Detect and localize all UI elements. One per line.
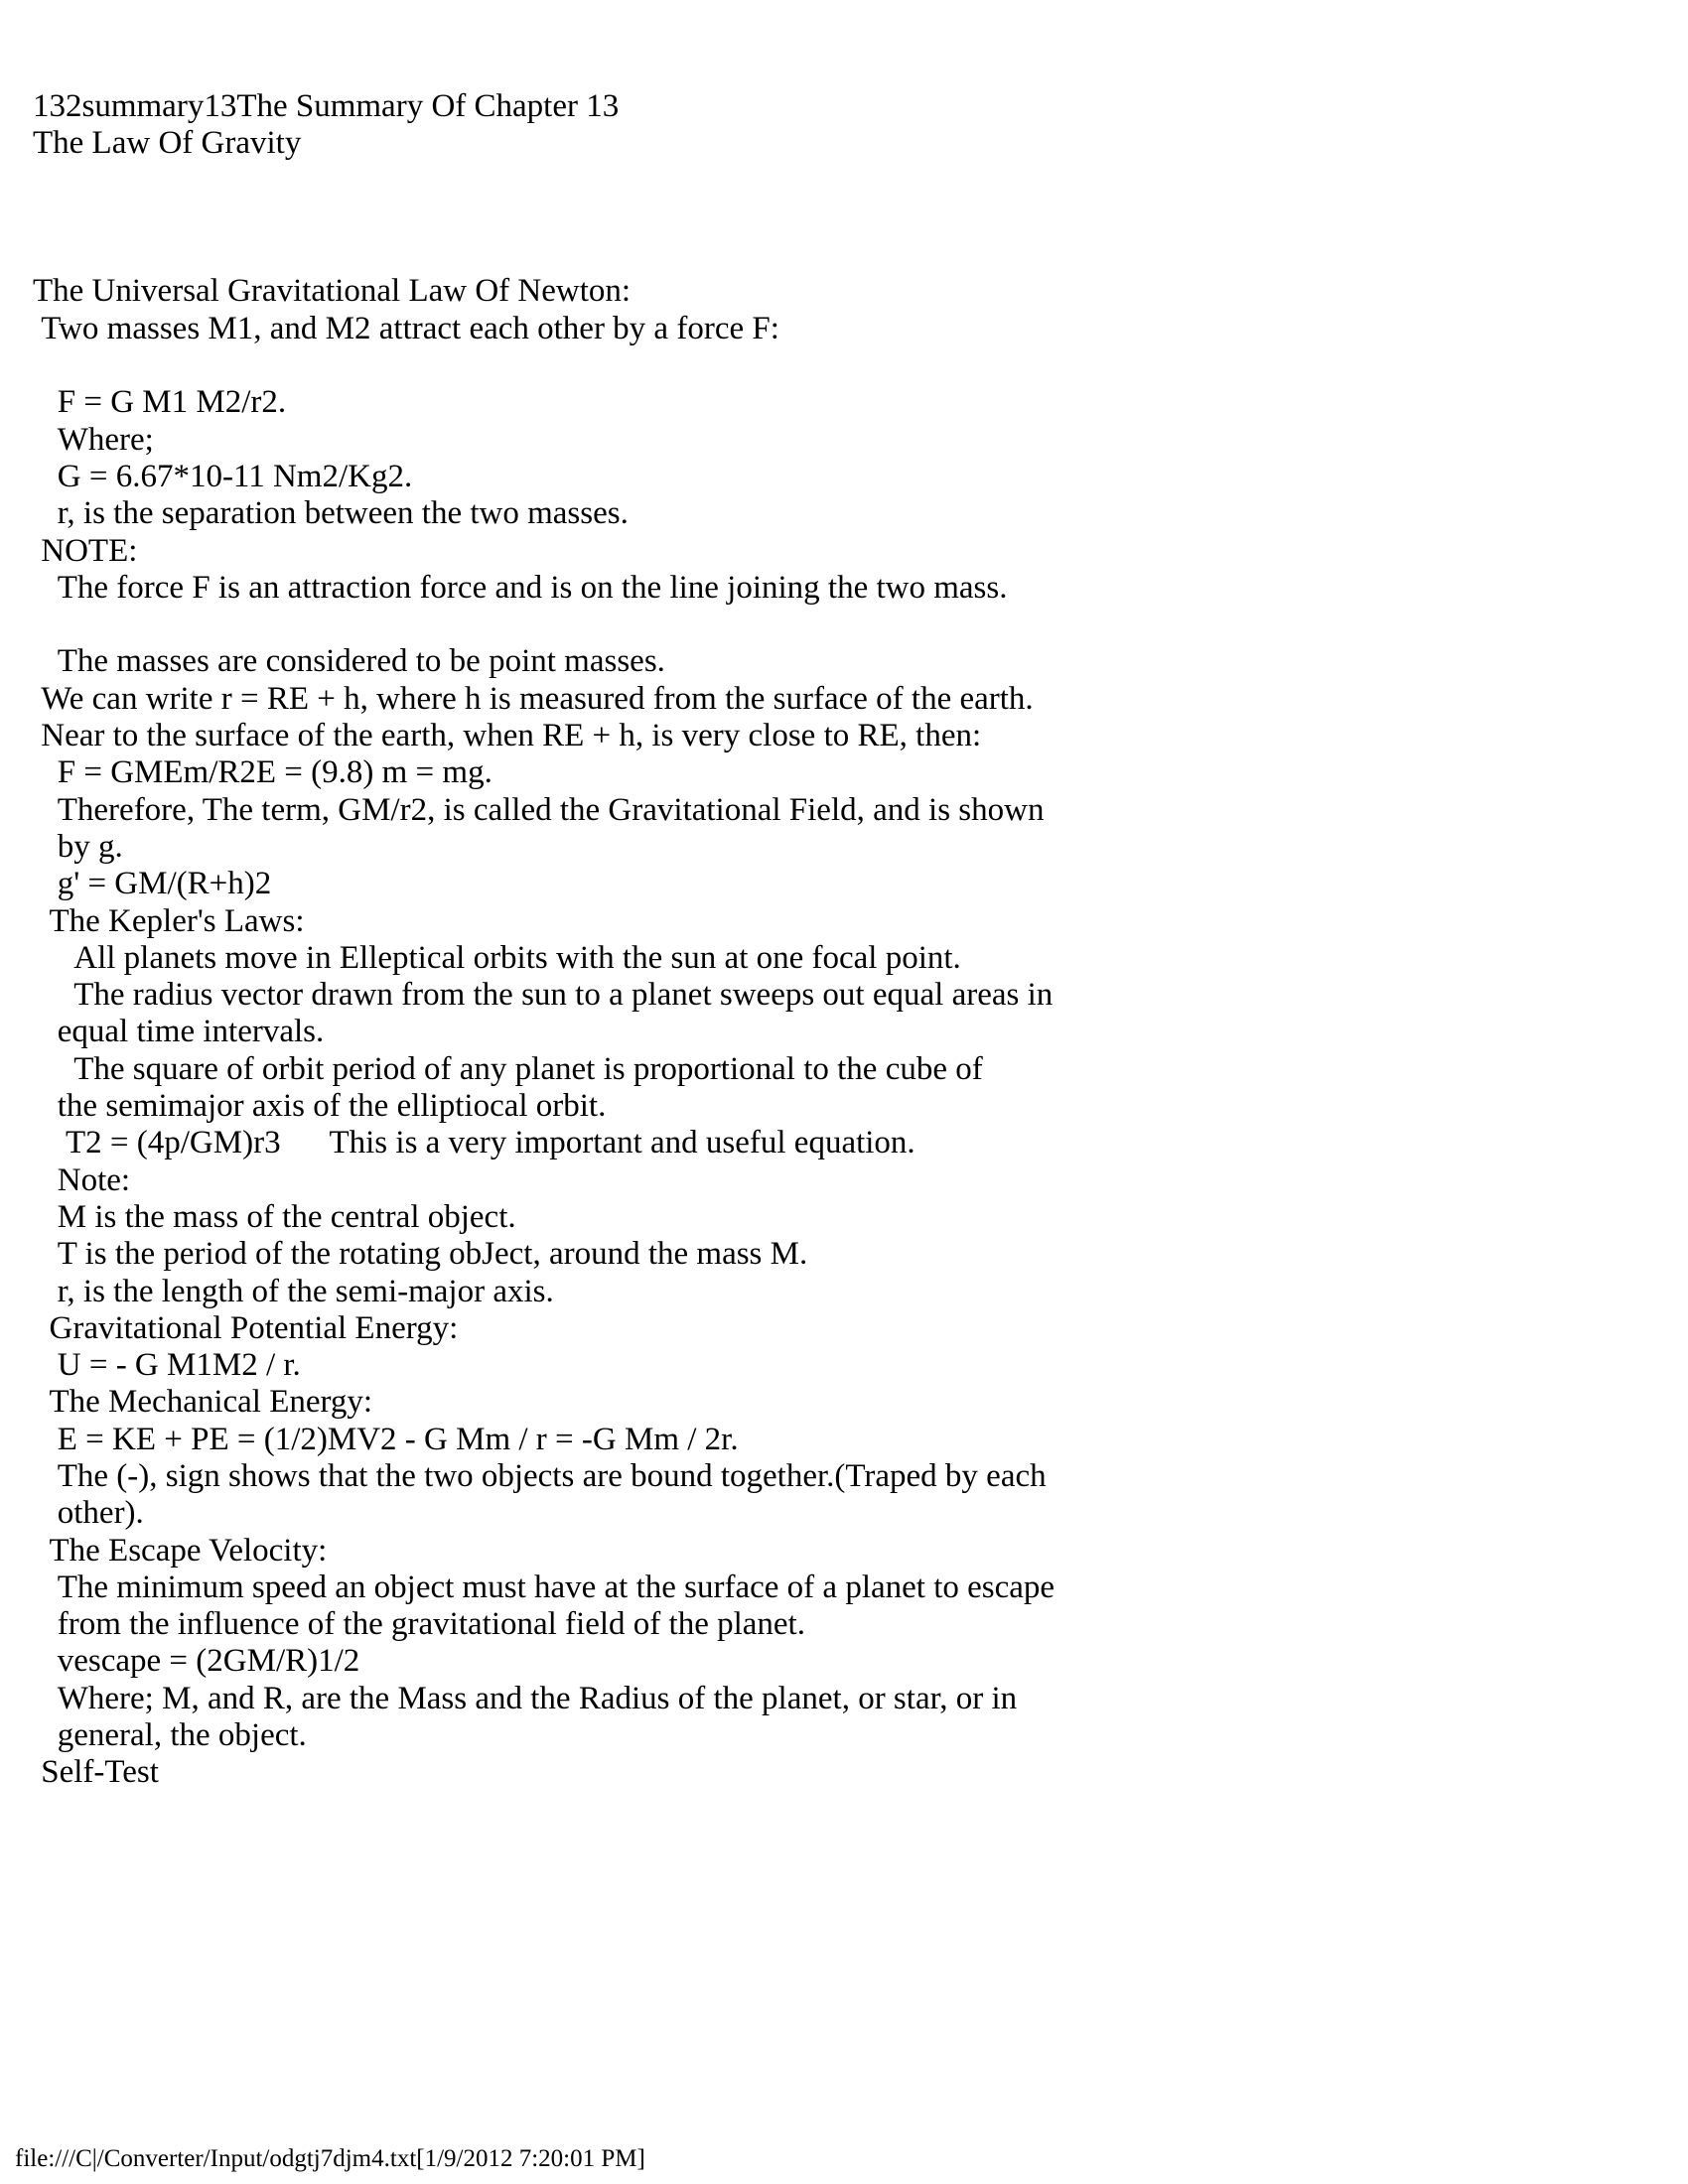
document-text-body — [33, 88, 1648, 1792]
text-line: g' = GM/(R+h)2 — [33, 866, 272, 902]
text-line: Therefore, The term, GM/r2, is called the Gravitational Field, and is shown — [33, 791, 1045, 828]
text-line: The Law Of Gravity — [33, 125, 302, 162]
text-line: equal time intervals. — [33, 1014, 325, 1050]
text-line: The square of orbit period of any planet is proportional to the cube of — [33, 1050, 983, 1087]
text-line: The radius vector drawn from the sun to a planet sweeps out equal areas in — [33, 977, 1054, 1014]
text-line: NOTE: — [33, 532, 138, 569]
text-line: Near to the surface of the earth, when RE + h, is very close to RE, then: — [33, 718, 982, 754]
text-line: general, the object. — [33, 1717, 307, 1754]
text-line: r, is the length of the semi-major axis. — [33, 1273, 554, 1309]
text-line: The force F is an attraction force and is on the line joining the two mass. — [33, 569, 1008, 606]
text-line: We can write r = RE + h, where h is measured from the surface of the earth. — [33, 680, 1034, 717]
text-line: T is the period of the rotating obJect, around the mass M. — [33, 1236, 808, 1273]
text-line: r, is the separation between the two masses. — [33, 495, 629, 532]
text-line: F = G M1 M2/r2. — [33, 384, 287, 421]
text-line: The minimum speed an object must have at the surface of a planet to escape — [33, 1569, 1055, 1605]
text-line: M is the mass of the central object. — [33, 1198, 516, 1235]
text-line: The (-), sign shows that the two objects are bound together.(Traped by each — [33, 1457, 1047, 1494]
text-line: Note: — [33, 1161, 131, 1198]
text-line: The masses are considered to be point masses. — [33, 643, 665, 680]
file-path-footer: file:///C|/Converter/Input/odgtj7djm4.txt[1/9/2012 7:20:01 PM] — [15, 2145, 645, 2172]
text-line: from the influence of the gravitational field of the planet. — [33, 1606, 805, 1643]
text-line: E = KE + PE = (1/2)MV2 - G Mm / r = -G Mm / 2r. — [33, 1421, 739, 1457]
text-line: The Kepler's Laws: — [33, 902, 305, 939]
text-line: 132summary13The Summary Of Chapter 13 — [33, 88, 620, 124]
text-line — [33, 607, 1648, 643]
text-line: G = 6.67*10-11 Nm2/Kg2. — [33, 458, 413, 494]
text-line: the semimajor axis of the elliptiocal orbit. — [33, 1088, 607, 1125]
text-line: Gravitational Potential Energy: — [33, 1309, 459, 1346]
text-line: other). — [33, 1495, 144, 1532]
text-line: vescape = (2GM/R)1/2 — [33, 1643, 360, 1680]
text-line — [33, 347, 1648, 384]
text-line — [33, 163, 1648, 200]
text-line — [33, 236, 1648, 273]
text-line: T2 = (4p/GM)r3 This is a very important and useful equation. — [33, 1125, 915, 1161]
text-line: The Universal Gravitational Law Of Newton: — [33, 273, 632, 310]
text-line — [33, 200, 1648, 236]
text-line: by g. — [33, 828, 123, 865]
text-line: Self-Test — [33, 1754, 159, 1791]
text-line: Two masses M1, and M2 attract each other by a force F: — [33, 310, 779, 346]
text-line: The Mechanical Energy: — [33, 1384, 373, 1421]
text-line: Where; — [33, 421, 154, 458]
text-line: Where; M, and R, are the Mass and the Radius of the planet, or star, or in — [33, 1680, 1018, 1716]
text-line: U = - G M1M2 / r. — [33, 1347, 301, 1384]
text-line: F = GMEm/R2E = (9.8) m = mg. — [33, 754, 492, 791]
text-line: The Escape Velocity: — [33, 1532, 328, 1569]
text-line: All planets move in Elleptical orbits with the sun at one focal point. — [33, 939, 961, 976]
